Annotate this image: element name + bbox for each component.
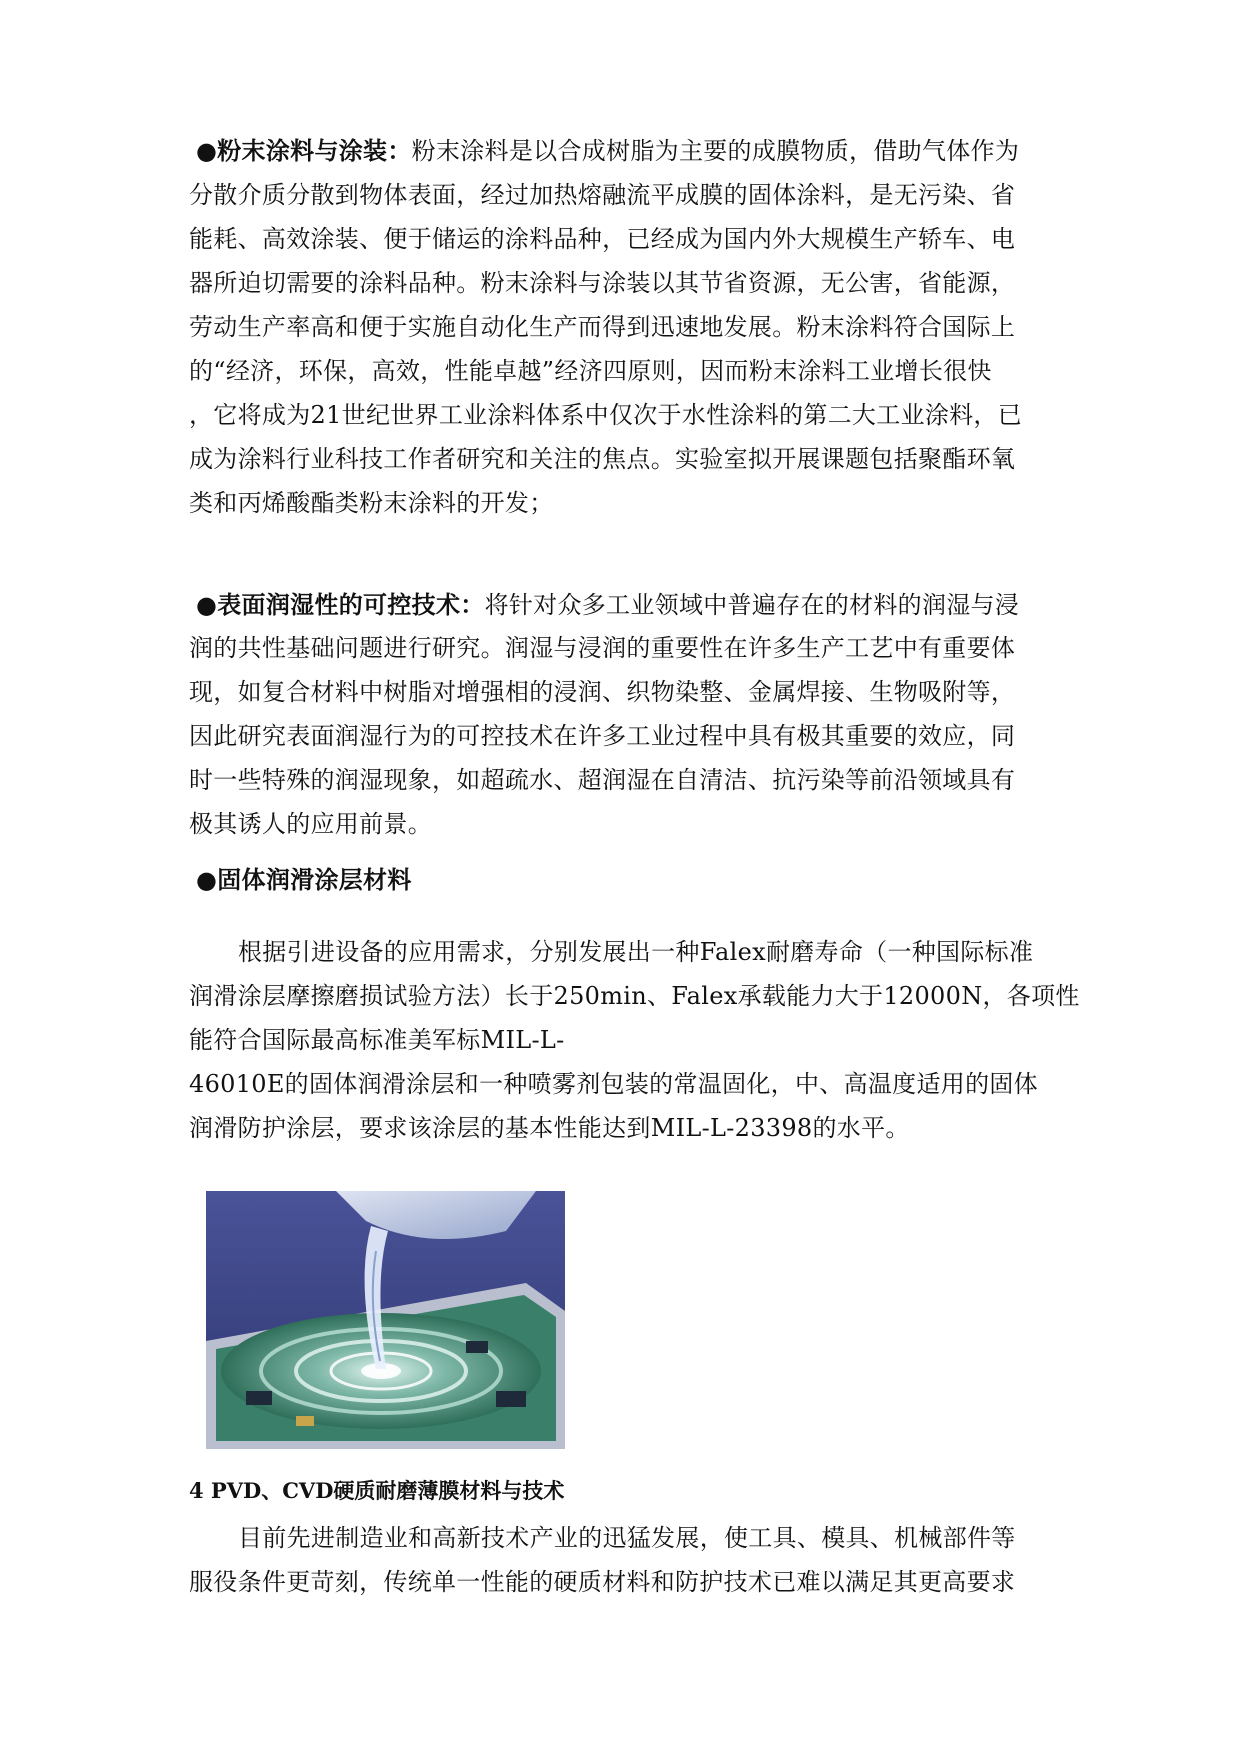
paragraph-line: 极其诱人的应用前景。 [189,810,432,838]
paragraph-line: 能符合国际最高标准美军标MIL-L- [189,1026,565,1054]
section-heading: 4 PVD、CVD硬质耐磨薄膜材料与技术 [189,1478,565,1503]
paragraph-line: 粉末涂料是以合成树脂为主要的成膜物质，借助气体作为 [411,137,1020,165]
paragraph-line: 的“经济，环保，高效，性能卓越”经济四原则，因而粉末涂料工业增长很快 [189,357,992,385]
paragraph-line: 根据引进设备的应用需求，分别发展出一种Falex耐磨寿命（一种国际标准 [238,938,1034,966]
paragraph-line: 时一些特殊的润湿现象，如超疏水、超润湿在自清洁、抗污染等前沿领域具有 [189,766,1016,794]
paragraph-line: 能耗、高效涂装、便于储运的涂料品种，已经成为国内外大规模生产轿车、电 [189,225,1016,253]
solid-title-line [196,858,412,902]
powder-first-line [196,129,1019,173]
wetting-first-line [196,583,1019,627]
coating-photo-graphic [206,1191,565,1449]
paragraph-line: 现，如复合材料中树脂对增强相的浸润、织物染整、金属焊接、生物吸附等， [189,678,1016,706]
bullet-icon: ● [196,590,218,619]
bullet-icon: ● [196,136,218,165]
paragraph-line: 服役条件更苛刻，传统单一性能的硬质材料和防护技术已难以满足其更高要求 [189,1568,1016,1596]
coating-photo [206,1191,565,1449]
paragraph-line: 分散介质分散到物体表面，经过加热熔融流平成膜的固体涂料，是无污染、省 [189,181,1016,209]
paragraph-line: ，它将成为21世纪世界工业涂料体系中仅次于水性涂料的第二大工业涂料，已 [189,401,1023,429]
paragraph-line: 46010E的固体润滑涂层和一种喷雾剂包装的常温固化，中、高温度适用的固体 [189,1070,1038,1098]
powder-title: 粉末涂料与涂装： [217,136,412,165]
paragraph-line: 润滑防护涂层，要求该涂层的基本性能达到MIL-L-23398的水平。 [189,1114,910,1142]
paragraph-line: 劳动生产率高和便于实施自动化生产而得到迅速地发展。粉末涂料符合国际上 [189,313,1016,341]
bullet-icon: ● [196,865,218,894]
paragraph-line: 润的共性基础问题进行研究。润湿与浸润的重要性在许多生产工艺中有重要体 [189,634,1016,662]
solid-title: 固体润滑涂层材料 [217,865,412,894]
paragraph-line: 润滑涂层摩擦磨损试验方法）长于250min、Falex承载能力大于12000N，各项性 [189,982,1080,1010]
paragraph-line: 将针对众多工业领域中普遍存在的材料的润湿与浸 [484,591,1020,619]
paragraph-line: 因此研究表面润湿行为的可控技术在许多工业过程中具有极其重要的效应，同 [189,722,1016,750]
paragraph-line: 成为涂料行业科技工作者研究和关注的焦点。实验室拟开展课题包括聚酯环氧 [189,445,1016,473]
paragraph-line: 目前先进制造业和高新技术产业的迅猛发展，使工具、模具、机械部件等 [238,1524,1016,1552]
paragraph-line: 器所迫切需要的涂料品种。粉末涂料与涂装以其节省资源，无公害，省能源， [189,269,1016,297]
paragraph-line: 类和丙烯酸酯类粉末涂料的开发； [189,489,554,517]
wetting-title: 表面润湿性的可控技术： [217,590,485,619]
